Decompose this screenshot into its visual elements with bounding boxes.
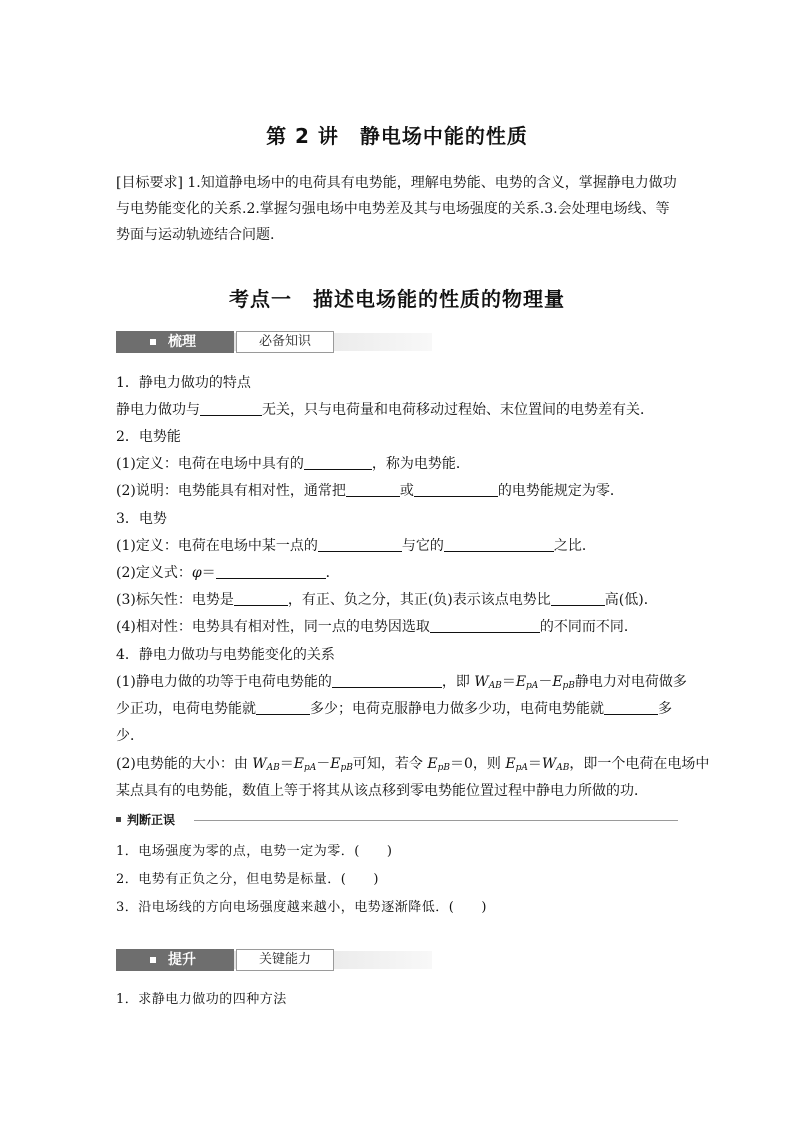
fill-blank <box>256 698 310 715</box>
square-icon <box>116 817 121 822</box>
line-1: 静电力做功与 无关，只与电荷量和电荷移动过程始、末位置间的电势差有关． <box>116 397 682 423</box>
banner-review <box>116 331 432 353</box>
heading-2: 2．电势能 <box>116 429 181 445</box>
line-2a: (1)定义：电荷在电场中具有的 ，称为电势能． <box>116 451 682 477</box>
line-4a: (1)静电力做的功等于电荷电势能的 ，即 $W_{AB}=E_{pA}-E_{pB}$静电力对电荷做多 <box>116 669 682 695</box>
fill-blank <box>346 480 400 497</box>
fill-blank <box>234 589 288 606</box>
fill-blank <box>318 535 402 552</box>
heading-3: 3．电势 <box>116 511 167 527</box>
line-3a: (1)定义：电荷在电场中某一点的 与它的 之比． <box>116 533 682 559</box>
line-4e: 某点具有的电势能，数值上等于将其从该点移到零电势能位置过程中静电力所做的功． <box>116 783 648 799</box>
line-4d: (2)电势能的大小：由 $W_{AB}=E_{pA}-E_{pB}$可知，若令 $E_{pB}=0$，则 $E_{pA}=W_{AB}$，即一个电荷在电场中 <box>116 756 710 773</box>
section-title: 考点一 描述电场能的性质的物理量 <box>229 287 565 311</box>
heading-1: 1．静电力做功的特点 <box>116 375 251 391</box>
fill-blank <box>444 535 554 552</box>
fill-blank <box>200 399 262 416</box>
line-4b: 少正功，电荷电势能就 多少；电荷克服静电力做多少功，电荷电势能就 多 <box>116 696 682 722</box>
judge-item: 3．沿电场线的方向电场强度越来越小，电势逐渐降低．( ) <box>116 900 487 915</box>
line-3b: (2)定义式：φ＝ ． <box>116 560 682 586</box>
goal-label: [目标要求] <box>116 175 183 191</box>
goal-requirements <box>116 170 682 248</box>
judge-header: 判断正误 <box>116 811 678 829</box>
heading-4: 4．静电力做功与电势能变化的关系 <box>116 647 335 663</box>
fill-blank <box>414 480 498 497</box>
banner-enhance <box>116 949 432 971</box>
banner-dark-tab: 梳理 <box>116 331 234 353</box>
banner-dark-tab: 提升 <box>116 949 234 971</box>
goal-text: 1.知道静电场中的电荷具有电势能，理解电势能、电势的含义，掌握静电力做功与电势能变化的关系.2.掌握匀强电场中电势差及其与电场强度的关系.3.会处理电场线、等势面与运动轨迹结合问题. <box>116 175 677 243</box>
line-2b: (2)说明：电势能具有相对性，通常把 或 的电势能规定为零． <box>116 478 682 504</box>
fill-blank <box>551 589 605 606</box>
banner-white-tab: 关键能力 <box>236 949 334 971</box>
square-icon <box>150 339 156 345</box>
fill-blank <box>216 562 326 579</box>
fill-blank <box>604 698 658 715</box>
line-4c: 少． <box>116 728 144 744</box>
square-icon <box>150 957 156 963</box>
fill-blank <box>304 453 372 470</box>
judge-item: 1．电场强度为零的点，电势一定为零．( ) <box>116 844 393 859</box>
line-3d: (4)相对性：电势具有相对性，同一点的电势因选取 的不同而不同． <box>116 614 682 640</box>
tail-heading: 1．求静电力做功的四种方法 <box>116 992 287 1007</box>
divider <box>194 820 678 821</box>
line-3c: (3)标矢性：电势是 ，有正、负之分，其正(负)表示该点电势比 高(低)． <box>116 587 682 613</box>
fill-blank <box>332 671 442 688</box>
lecture-title: 第 2 讲 静电场中能的性质 <box>266 124 528 148</box>
fill-blank <box>430 616 540 633</box>
judge-item: 2．电势有正负之分，但电势是标量．( ) <box>116 872 379 887</box>
banner-white-tab: 必备知识 <box>236 331 334 353</box>
